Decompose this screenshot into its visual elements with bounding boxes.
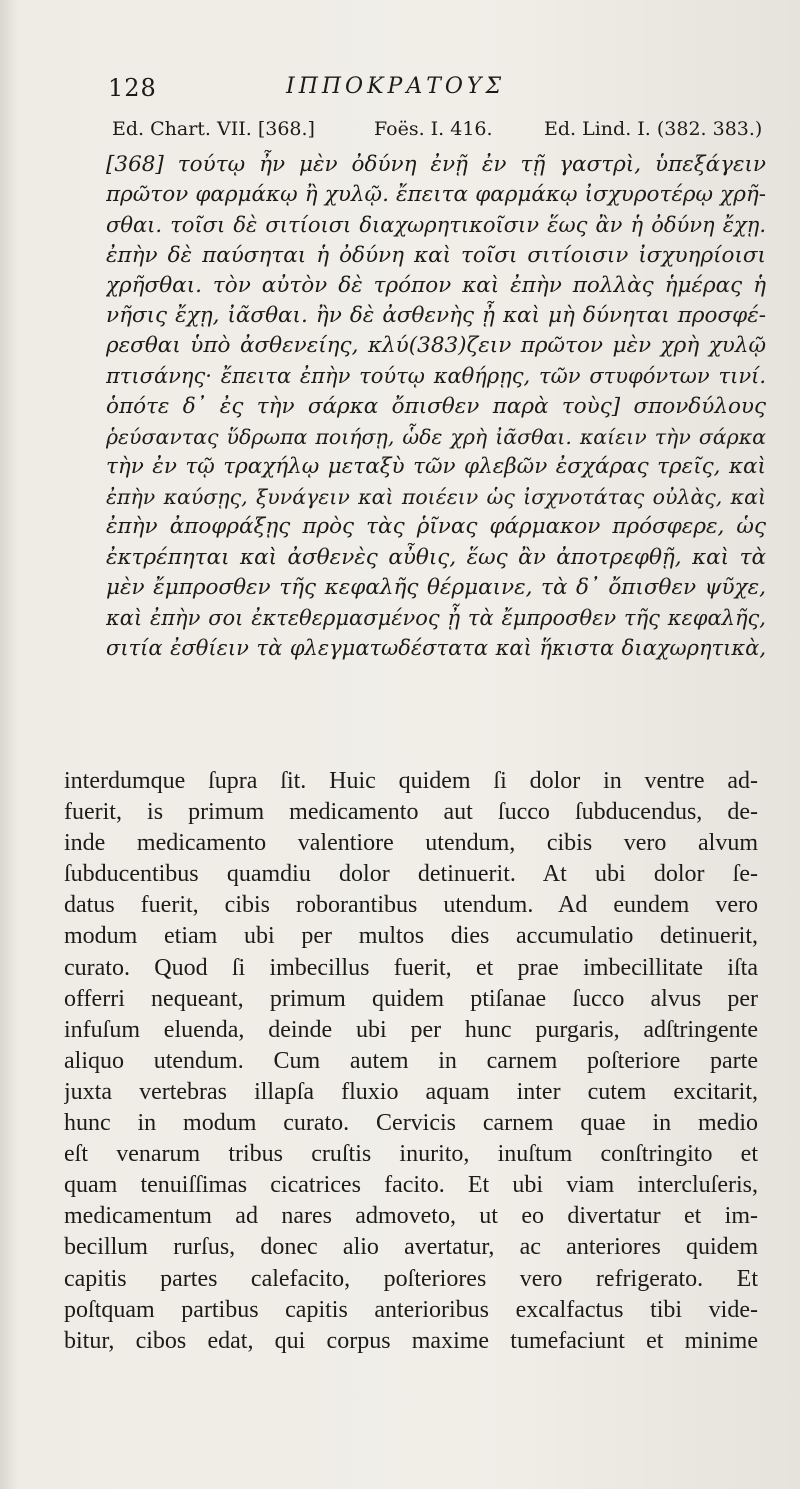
- greek-line: ἐκτρέπηται καὶ ἀσθενὲς αὖθις, ἕως ἂν ἀποτρεφθῇ, καὶ τὰ: [106, 544, 766, 570]
- latin-line: ſubducentibus quamdiu dolor detinuerit. At ubi dolor ſe-: [64, 861, 758, 888]
- greek-line: ἐπὴν ἀποφράξῃς πρὸς τὰς ῥῖνας φάρμακον πρόσφερε, ὡς: [106, 514, 766, 540]
- greek-line: καὶ ἐπὴν σοι ἐκτεθερμασμένος ᾖ τὰ ἔμπροσθεν τῆς κεφαλῆς,: [106, 606, 766, 631]
- latin-line: curato. Quod ſi imbecillus fuerit, et prae imbecillitate iſta: [64, 954, 758, 981]
- latin-line: aliquo utendum. Cum autem in carnem poſteriore parte: [64, 1047, 758, 1074]
- latin-line: fuerit, is primum medicamento aut ſucco ſubducendus, de-: [64, 799, 758, 826]
- latin-line: inde medicamento valentiore utendum, cibis vero alvum: [64, 830, 758, 857]
- greek-line: πρῶτον φαρμάκῳ ἢ χυλῷ. ἔπειτα φαρμάκῳ ἰσχυροτέρῳ χρῆ-: [106, 182, 766, 208]
- greek-line: νῆσις ἔχῃ, ἰᾶσθαι. ἢν δὲ ἀσθενὴς ᾖ καὶ μὴ δύνηται προσφέ-: [106, 303, 766, 329]
- greek-line: χρῆσθαι. τὸν αὐτὸν δὲ τρόπον καὶ ἐπὴν πολλὰς ἡμέρας ἡ: [106, 272, 766, 298]
- latin-line: medicamentum ad nares admoveto, ut eo divertatur et im-: [64, 1203, 758, 1230]
- page-header: [108, 70, 728, 110]
- latin-line: juxta vertebras illapſa fluxio aquam inter cutem excitarit,: [64, 1078, 758, 1105]
- greek-line: μὲν ἔμπροσθεν τῆς κεφαλῆς θέρμαινε, τὰ δ᾽ ὄπισθεν ψῦχε,: [106, 574, 766, 600]
- latin-text-block: [64, 766, 758, 1357]
- greek-line: ὁπότε δ᾽ ἐς τὴν σάρκα ὄπισθεν παρὰ τοὺς] σπονδύλους: [106, 393, 766, 419]
- page-number: 128: [108, 74, 157, 102]
- latin-line: infuſum eluenda, deinde ubi per hunc purgaris, adſtringente: [64, 1016, 758, 1043]
- edition-linden: Ed. Lind. I. (382. 383.): [544, 118, 763, 140]
- greek-line: πτισάνης· ἔπειτα ἐπὴν τούτῳ καθήρῃς, τῶν στυφόντων τινί.: [106, 364, 766, 389]
- latin-line: becillum rurſus, donec alio avertatur, ac anteriores quidem: [64, 1234, 758, 1261]
- latin-line: capitis partes calefacito, poſteriores vero refrigerato. Et: [64, 1265, 758, 1292]
- greek-line: ρεσθαι ὑπὸ ἀσθενείης, κλύ(383)ζειν πρῶτον μὲν χρὴ χυλῷ: [106, 333, 766, 359]
- running-head: ΙΠΠΟΚΡΑΤΟΥΣ: [286, 74, 506, 99]
- greek-line: τὴν ἐν τῷ τραχήλῳ μεταξὺ τῶν φλεβῶν ἐσχάρας τρεῖς, καὶ: [106, 454, 766, 480]
- latin-line: modum etiam ubi per multos dies accumulatio detinuerit,: [64, 923, 758, 950]
- greek-line: σθαι. τοῖσι δὲ σιτίοισι διαχωρητικοῖσιν ἕως ἂν ἡ ὀδύνη ἔχῃ.: [106, 213, 766, 238]
- greek-line: ἐπὴν δὲ παύσηται ἡ ὀδύνη καὶ τοῖσι σιτίοισιν ἰσχυηρίοισι: [106, 242, 766, 268]
- edition-chartier: Ed. Chart. VII. [368.]: [112, 118, 315, 140]
- latin-line: bitur, cibos edat, qui corpus maxime tumefaciunt et minime: [64, 1327, 758, 1354]
- greek-line: σιτία ἐσθίειν τὰ φλεγματωδέστατα καὶ ἥκιστα διαχωρητικὰ,: [106, 636, 766, 661]
- greek-line: [368] τούτῳ ἦν μὲν ὀδύνη ἐνῇ ἐν τῇ γαστρὶ, ὑπεξάγειν: [106, 152, 766, 177]
- latin-line: offerri nequeant, primum quidem ptiſanae ſucco alvus per: [64, 985, 758, 1012]
- edition-references: [112, 118, 792, 148]
- latin-line: quam tenuiſſimas cicatrices facito. Et ubi viam intercluſeris,: [64, 1172, 758, 1199]
- latin-line: poſtquam partibus capitis anterioribus excalfactus tibi vide-: [64, 1296, 758, 1323]
- greek-line: ἐπὴν καύσῃς, ξυνάγειν καὶ ποιέειν ὡς ἰσχνοτάτας οὐλὰς, καὶ: [106, 485, 766, 510]
- greek-text-block: [106, 150, 766, 663]
- latin-line: datus fuerit, cibis roborantibus utendum. Ad eundem vero: [64, 892, 758, 919]
- edition-foesius: Foës. I. 416.: [374, 118, 493, 140]
- greek-line: ῥεύσαντας ὕδρωπα ποιήσῃ, ὧδε χρὴ ἰᾶσθαι. καίειν τὴν σάρκα: [106, 424, 766, 449]
- latin-line: interdumque ſupra ſit. Huic quidem ſi dolor in ventre ad-: [64, 768, 758, 794]
- latin-line: eſt venarum tribus cruſtis inurito, inuſtum conſtringito et: [64, 1141, 758, 1168]
- latin-line: hunc in modum curato. Cervicis carnem quae in medio: [64, 1110, 758, 1137]
